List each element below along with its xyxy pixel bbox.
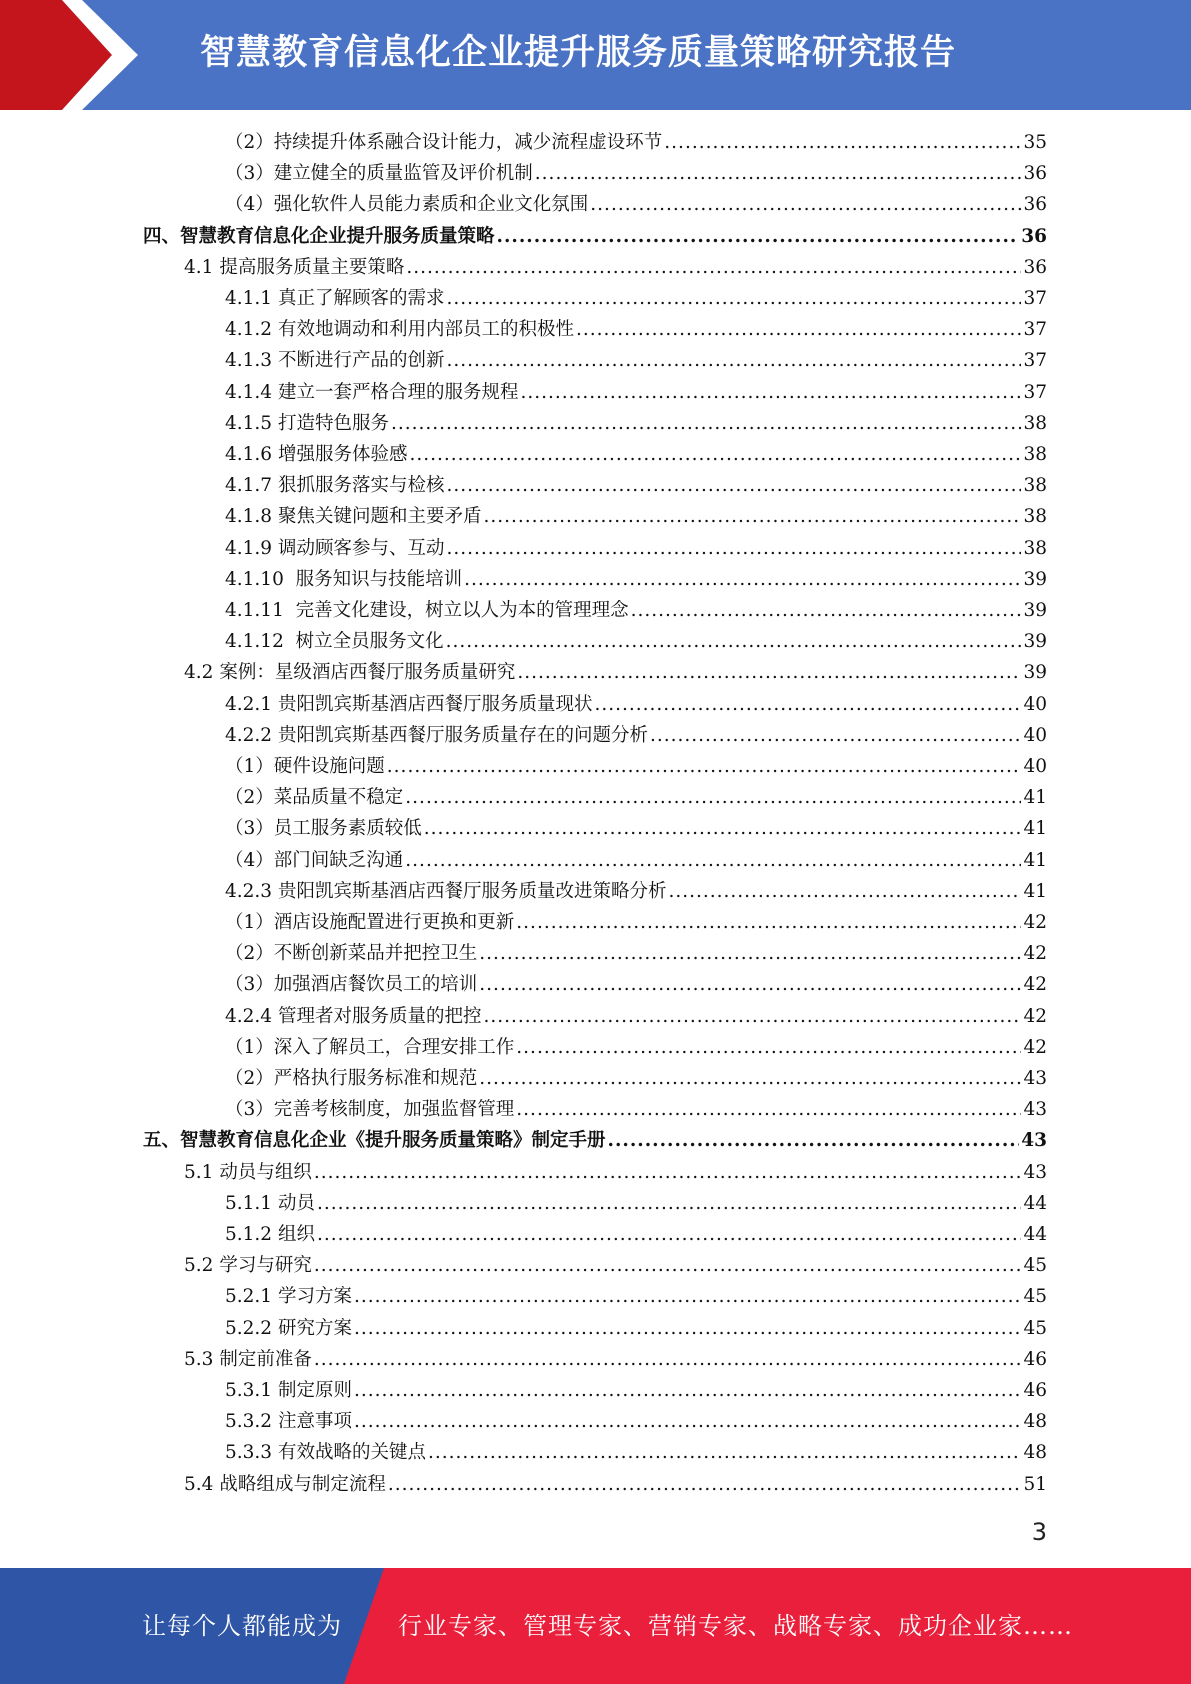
toc-entry-number: 4.2.1: [225, 693, 278, 715]
toc-entry-title: 学习方案: [277, 1286, 352, 1308]
toc-entry-number: 4.2: [184, 662, 220, 684]
toc-entry-title: 贵阳凯宾斯基酒店西餐厅服务质量现状: [277, 693, 593, 715]
toc-dot-leader: [314, 1255, 1022, 1276]
toc-dot-leader: [483, 506, 1021, 527]
toc-entry-number: 5.3.2: [225, 1411, 278, 1433]
page-header: [0, 0, 1191, 110]
toc-entry-title: 深入了解员工，合理安排工作: [273, 1036, 515, 1058]
toc-entry[interactable]: [184, 1251, 1047, 1282]
toc-dot-leader: [354, 1286, 1021, 1307]
toc-dot-leader: [516, 1037, 1021, 1058]
toc-dot-leader: [608, 1130, 1020, 1151]
toc-entry-page: 40: [1023, 756, 1047, 777]
toc-entry-title: 完善考核制度，加强监督管理: [273, 1099, 515, 1121]
toc-entry-number: 4.1.3: [225, 350, 278, 372]
toc-entry[interactable]: [225, 1064, 1047, 1095]
toc-entry-page: 41: [1023, 787, 1047, 809]
toc-entry-number: 4.1.10: [225, 568, 296, 590]
toc-entry-number: 4.1.5: [225, 412, 278, 434]
toc-entry-number: 4.1.12: [225, 631, 296, 653]
toc-entry[interactable]: [143, 222, 1047, 253]
toc-entry-number: 5.3.3: [225, 1442, 278, 1464]
toc-entry-number: 5.2: [184, 1255, 220, 1277]
toc-entry-title: 注意事项: [277, 1411, 352, 1433]
toc-entry-title: 完善文化建设，树立以人为本的管理理念: [295, 600, 629, 621]
toc-entry-page: 37: [1023, 319, 1047, 341]
toc-dot-leader: [317, 1193, 1021, 1214]
toc-entry[interactable]: [184, 658, 1047, 689]
toc-entry-page: 42: [1023, 943, 1047, 965]
toc-dot-leader: [391, 413, 1021, 434]
toc-entry-page: 36: [1021, 225, 1047, 247]
toc-entry-title: 研究方案: [277, 1317, 352, 1339]
toc-entry-number: 5.3: [184, 1348, 220, 1370]
toc-entry[interactable]: [225, 502, 1047, 533]
toc-dot-leader: [354, 1318, 1021, 1339]
toc-entry-title: 硬件设施问题: [273, 756, 385, 777]
toc-dot-leader: [668, 881, 1021, 902]
toc-entry-number: （1）: [225, 756, 274, 777]
toc-dot-leader: [664, 132, 1021, 153]
toc-entry[interactable]: [225, 596, 1047, 627]
toc-dot-leader: [479, 943, 1021, 964]
toc-entry[interactable]: [225, 128, 1047, 159]
toc-entry-page: 46: [1023, 1348, 1047, 1370]
toc-entry[interactable]: [225, 346, 1047, 377]
toc-dot-leader: [405, 787, 1021, 808]
toc-entry-number: （2）: [225, 943, 274, 965]
toc-entry-page: 43: [1021, 1130, 1047, 1152]
toc-entry-number: 4.1: [184, 256, 220, 278]
toc-dot-leader: [576, 319, 1021, 340]
toc-entry-page: 38: [1023, 475, 1047, 497]
toc-entry-title: 组织: [277, 1224, 315, 1245]
toc-dot-leader: [483, 1006, 1021, 1027]
toc-entry-page: 37: [1023, 288, 1047, 309]
toc-dot-leader: [517, 662, 1021, 683]
toc-entry[interactable]: [225, 565, 1047, 596]
toc-entry[interactable]: [225, 814, 1047, 845]
toc-entry-number: （2）: [225, 132, 274, 153]
report-title: 智慧教育信息化企业提升服务质量策略研究报告: [200, 33, 957, 73]
toc-entry-number: （1）: [225, 1036, 274, 1058]
toc-dot-leader: [428, 1442, 1021, 1463]
footer-slogan-left: 让每个人都能成为: [142, 1612, 342, 1640]
toc-dot-leader: [387, 756, 1022, 777]
toc-entry-number: （3）: [225, 163, 274, 185]
toc-entry[interactable]: [225, 721, 1047, 752]
toc-entry-page: 51: [1023, 1473, 1047, 1495]
arrow-chevron-icon: [0, 0, 160, 110]
toc-entry-page: 42: [1023, 912, 1047, 933]
toc-entry-page: 42: [1023, 974, 1047, 996]
toc-dot-leader: [446, 475, 1021, 496]
toc-entry-number: 4.1.6: [225, 444, 278, 465]
toc-entry-title: 严格执行服务标准和规范: [273, 1068, 478, 1089]
toc-entry-title: 提高服务质量主要策略: [219, 256, 405, 278]
toc-entry-page: 46: [1023, 1380, 1047, 1401]
toc-entry-page: 38: [1023, 412, 1047, 434]
toc-entry-title: 员工服务素质较低: [273, 818, 422, 840]
toc-entry-page: 41: [1023, 849, 1047, 871]
toc-entry[interactable]: [225, 846, 1047, 877]
toc-entry-title: 动员: [277, 1192, 315, 1214]
page-footer: [0, 1568, 1191, 1684]
toc-entry[interactable]: [225, 1189, 1047, 1220]
toc-entry-number: （3）: [225, 818, 274, 840]
toc-entry[interactable]: [184, 1158, 1047, 1189]
toc-dot-leader: [446, 288, 1021, 309]
toc-dot-leader: [479, 974, 1021, 995]
toc-dot-leader: [594, 694, 1021, 715]
toc-entry-page: 42: [1023, 1036, 1047, 1058]
toc-entry-page: 38: [1023, 506, 1047, 528]
toc-entry-title: 菜品质量不稳定: [273, 787, 404, 809]
toc-entry-number: （3）: [225, 1099, 274, 1121]
toc-entry-title: 部门间缺乏沟通: [273, 849, 404, 871]
toc-dot-leader: [388, 1474, 1022, 1495]
toc-entry[interactable]: [225, 1095, 1047, 1126]
toc-dot-leader: [590, 194, 1021, 215]
toc-entry-page: 48: [1023, 1442, 1047, 1464]
toc-entry[interactable]: [225, 190, 1047, 221]
toc-entry-title: 打造特色服务: [277, 412, 389, 434]
toc-entry[interactable]: [225, 284, 1047, 315]
toc-entry[interactable]: [225, 1002, 1047, 1033]
toc-entry-title: 树立全员服务文化: [295, 631, 444, 653]
toc-entry-page: 43: [1023, 1068, 1047, 1089]
toc-entry-page: 36: [1023, 256, 1047, 278]
toc-entry-title: 增强服务体验感: [277, 444, 408, 465]
toc-entry-title: 动员与组织: [219, 1161, 312, 1183]
toc-dot-leader: [409, 444, 1021, 465]
toc-dot-leader: [314, 1162, 1022, 1183]
toc-dot-leader: [424, 818, 1022, 839]
toc-entry-title: 加强酒店餐饮员工的培训: [273, 974, 478, 996]
toc-dot-leader: [354, 1411, 1021, 1432]
toc-entry-page: 42: [1023, 1005, 1047, 1027]
toc-entry[interactable]: [184, 1470, 1047, 1501]
toc-entry[interactable]: [225, 315, 1047, 346]
toc-dot-leader: [535, 163, 1022, 184]
toc-dot-leader: [464, 569, 1021, 590]
toc-entry[interactable]: [225, 159, 1047, 190]
toc-entry-title: 学习与研究: [219, 1255, 312, 1277]
toc-entry-page: 39: [1023, 600, 1047, 621]
toc-entry-title: 五、智慧教育信息化企业《提升服务质量策略》制定手册: [143, 1130, 606, 1152]
toc-entry-page: 48: [1023, 1411, 1047, 1433]
toc-entry-page: 40: [1023, 693, 1047, 715]
toc-entry-number: 5.1.2: [225, 1224, 278, 1245]
toc-entry-page: 39: [1023, 662, 1047, 684]
toc-entry-title: 聚焦关键问题和主要矛盾: [277, 506, 482, 528]
toc-entry-number: 4.2.4: [225, 1005, 278, 1027]
toc-entry-number: 4.2.3: [225, 880, 278, 902]
toc-entry-page: 40: [1023, 724, 1047, 746]
toc-dot-leader: [497, 226, 1020, 247]
toc-entry[interactable]: [225, 970, 1047, 1001]
toc-entry-number: 4.1.2: [225, 319, 278, 341]
toc-entry-number: 4.1.9: [225, 537, 278, 559]
toc-entry-number: （1）: [225, 912, 274, 933]
toc-entry-page: 44: [1023, 1192, 1047, 1214]
toc-entry-number: （3）: [225, 974, 274, 996]
toc-entry[interactable]: [225, 752, 1047, 783]
toc-entry[interactable]: [225, 471, 1047, 502]
toc-entry-title: 四、智慧教育信息化企业提升服务质量策略: [143, 225, 495, 247]
toc-entry[interactable]: [225, 409, 1047, 440]
toc-entry-page: 37: [1023, 381, 1047, 403]
toc-entry[interactable]: [184, 1345, 1047, 1376]
toc-entry[interactable]: [225, 378, 1047, 409]
toc-entry[interactable]: [143, 1126, 1047, 1157]
toc-entry-number: （4）: [225, 194, 274, 216]
toc-entry-number: 5.3.1: [225, 1380, 278, 1401]
toc-entry-page: 39: [1023, 631, 1047, 653]
toc-entry[interactable]: [225, 783, 1047, 814]
toc-entry-page: 44: [1023, 1224, 1047, 1245]
toc-entry-title: 不断创新菜品并把控卫生: [273, 943, 478, 965]
toc-entry-page: 45: [1023, 1286, 1047, 1308]
toc-entry-number: 4.1.4: [225, 381, 278, 403]
toc-entry-number: （2）: [225, 787, 274, 809]
toc-dot-leader: [317, 1224, 1021, 1245]
toc-entry[interactable]: [225, 627, 1047, 658]
toc-entry[interactable]: [184, 253, 1047, 284]
toc-entry[interactable]: [225, 440, 1047, 471]
toc-dot-leader: [314, 1349, 1022, 1370]
toc-entry-page: 38: [1023, 537, 1047, 559]
page-number: 3: [1031, 1518, 1047, 1546]
toc-entry-title: 狠抓服务落实与检核: [277, 475, 445, 497]
toc-entry[interactable]: [225, 1376, 1047, 1407]
toc-entry-page: 39: [1023, 568, 1047, 590]
toc-entry[interactable]: [225, 1314, 1047, 1345]
toc-entry-page: 43: [1023, 1099, 1047, 1121]
toc-entry-title: 服务知识与技能培训: [295, 568, 463, 590]
toc-entry-title: 管理者对服务质量的把控: [277, 1005, 482, 1027]
toc-dot-leader: [516, 912, 1021, 933]
toc-entry-page: 38: [1023, 444, 1047, 465]
toc-entry-title: 真正了解顾客的需求: [277, 288, 445, 309]
toc-entry[interactable]: [225, 939, 1047, 970]
toc-entry-number: （4）: [225, 849, 274, 871]
toc-entry-number: 5.1: [184, 1161, 220, 1183]
toc-entry-page: 43: [1023, 1161, 1047, 1183]
toc-entry-number: 4.1.7: [225, 475, 278, 497]
toc-entry[interactable]: [225, 1220, 1047, 1251]
toc-entry-page: 45: [1023, 1255, 1047, 1277]
toc-entry-title: 贵阳凯宾斯基西餐厅服务质量存在的问题分析: [277, 724, 648, 746]
toc-entry[interactable]: [225, 877, 1047, 908]
toc-entry[interactable]: [225, 1438, 1047, 1469]
toc-entry[interactable]: [225, 690, 1047, 721]
toc-entry-number: 5.2.2: [225, 1317, 278, 1339]
toc-entry-page: 37: [1023, 350, 1047, 372]
toc-entry-title: 调动顾客参与、互动: [277, 537, 445, 559]
toc-entry-page: 45: [1023, 1317, 1047, 1339]
toc-entry-number: 5.4: [184, 1473, 220, 1495]
toc-entry-number: （2）: [225, 1068, 274, 1089]
toc-entry-number: 5.1.1: [225, 1192, 278, 1214]
toc-entry-number: 5.2.1: [225, 1286, 278, 1308]
toc-dot-leader: [520, 382, 1021, 403]
toc-dot-leader: [406, 257, 1021, 278]
toc-entry-title: 制定前准备: [219, 1348, 312, 1370]
toc-dot-leader: [354, 1380, 1021, 1401]
toc-dot-leader: [650, 725, 1021, 746]
toc-entry-title: 贵阳凯宾斯基酒店西餐厅服务质量改进策略分析: [277, 880, 667, 902]
toc-entry-title: 强化软件人员能力素质和企业文化氛围: [273, 194, 589, 216]
toc-dot-leader: [405, 850, 1021, 871]
footer-slogan-right: 行业专家、管理专家、营销专家、战略专家、成功企业家……: [398, 1612, 1073, 1640]
toc-entry-title: 案例：星级酒店西餐厅服务质量研究: [219, 662, 516, 684]
toc-entry-number: 4.1.11: [225, 600, 296, 621]
toc-entry-page: 41: [1023, 818, 1047, 840]
toc-entry-title: 建立一套严格合理的服务规程: [277, 381, 519, 403]
toc-entry-page: 41: [1023, 880, 1047, 902]
toc-entry[interactable]: [225, 1282, 1047, 1313]
toc-entry-title: 酒店设施配置进行更换和更新: [273, 912, 515, 933]
toc-entry[interactable]: [225, 908, 1047, 939]
toc-entry-title: 持续提升体系融合设计能力，减少流程虚设环节: [273, 132, 663, 153]
toc-entry-title: 有效战略的关键点: [277, 1442, 426, 1464]
toc-entry-title: 制定原则: [277, 1380, 352, 1401]
toc-dot-leader: [446, 538, 1021, 559]
toc-dot-leader: [446, 631, 1022, 652]
toc-entry-page: 36: [1023, 194, 1047, 216]
toc-dot-leader: [446, 350, 1021, 371]
toc-dot-leader: [631, 600, 1022, 621]
toc-entry-page: 36: [1023, 163, 1047, 185]
toc-dot-leader: [516, 1099, 1021, 1120]
toc-entry-title: 有效地调动和利用内部员工的积极性: [277, 319, 574, 341]
toc-entry-title: 不断进行产品的创新: [277, 350, 445, 372]
toc-entry[interactable]: [225, 1033, 1047, 1064]
toc-entry-number: 4.1.1: [225, 288, 278, 309]
toc-entry[interactable]: [225, 534, 1047, 565]
toc-entry-number: 4.2.2: [225, 724, 278, 746]
toc-dot-leader: [479, 1068, 1021, 1089]
toc-entry-title: 建立健全的质量监管及评价机制: [273, 163, 533, 185]
toc-entry-number: 4.1.8: [225, 506, 278, 528]
toc-entry[interactable]: [225, 1407, 1047, 1438]
toc-entry-title: 战略组成与制定流程: [219, 1473, 386, 1495]
toc-entry-page: 35: [1023, 132, 1047, 153]
